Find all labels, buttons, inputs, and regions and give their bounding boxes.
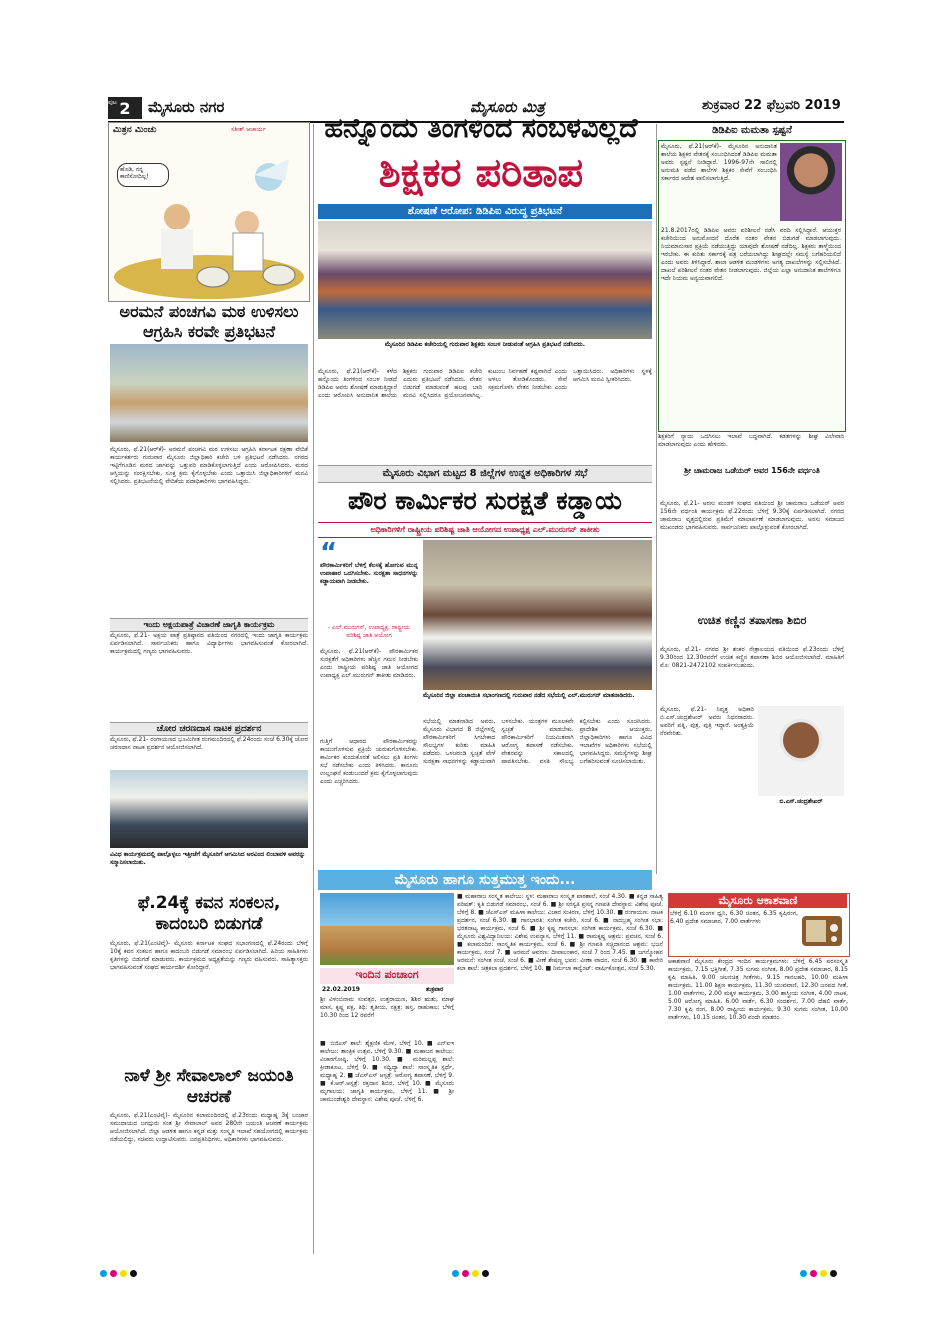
today-banner: ಮೈಸೂರು ಹಾಗೂ ಸುತ್ತಮುತ್ತ ಇಂದು... [318,870,652,890]
sidebar-body: ಮೈಸೂರು, ಫೆ.21(ಆರ್‌ಕೆ)- ಮೈಸೂರಿನ ಅನುದಾನಿತ ಶಾಲೆಯ ಶಿಕ್ಷಕರ ವೇತನಕ್ಕೆ ಸಂಬಂಧಿಸಿದಂತೆ ಡಿಡಿಪಿಐ ಮಮತಾ ಅವರು ಸ್ಪಷ್ಟನೆ ನೀಡಿದ್ದಾರೆ. 1996-97ನೇ ಸಾಲಿನಲ್ಲಿ ಅನುಮತಿ ಪಡೆದ ಶಾಲೆಗಳ ಶಿಕ್ಷಕರ ಸೇವೆಗೆ ಸಂಬಂಧಿಸಿ ಸರ್ಕಾರದ ಆದೇಶ ಪಾಲಿಸಲಾಗುತ್ತಿದೆ. [661,143,777,182]
sidebar-title: ಡಿಡಿಪಿಐ ಮಮತಾ ಸ್ಪಷ್ಟನೆ [660,124,844,138]
story-body: ಮೈಸೂರು, ಫೆ.21- ರಂಗಾಯಣದ ಭೂಮಿಗೀತ ರಂಗಮಂದಿರದಲ್ಲಿ ಫೆ.24ರಂದು ಸಂಜೆ 6.30ಕ್ಕೆ ಚೋರ ಚರಣದಾಸ ನಾಟಕ ಪ್ರದರ್ಶನ ಆಯೋಜಿಸಲಾಗಿದೆ. [110,736,308,751]
events-list: ■ ಬಿಜಿಎಸ್ ಶಾಲೆ: ಶೈಕ್ಷಣಿಕ ಮೇಳ, ಬೆಳಿಗ್ಗೆ 10. ■ ಎನ್‌ಐಇ ಕಾಲೇಜು: ತಾಂತ್ರಿಕ ಉತ್ಸವ, ಬೆಳಿಗ್ಗೆ 9.30. ■ ಮಹಾಜನ ಕಾಲೇಜು: ವಿಚಾರಗೋಷ್ಠಿ, ಬೆಳಿಗ್ಗೆ 10.30. ■ ಮರಿಮಲ್ಲಪ್ಪ ಶಾಲೆ: ಕ್ರೀಡಾಕೂಟ, ಬೆಳಿಗ್ಗೆ 9. ■ ಸದ್ವಿದ್ಯಾ ಶಾಲೆ: ಸಾಂಸ್ಕೃತಿಕ ಸ್ಪರ್ಧೆ, ಮಧ್ಯಾಹ್ನ 2. ■ ಜೆಎಸ್‌ಎಸ್ ಆಸ್ಪತ್ರೆ: ಆರೋಗ್ಯ ತಪಾಸಣೆ, ಬೆಳಿಗ್ಗೆ 9. ■ ಕೆ.ಆರ್.ಆಸ್ಪತ್ರೆ: ರಕ್ತದಾನ ಶಿಬಿರ, ಬೆಳಿಗ್ಗೆ 10. ■ ಮೈಸೂರು ಮೃಗಾಲಯ: ಜಾಗೃತಿ ಕಾರ್ಯಕ್ರಮ, ಬೆಳಿಗ್ಗೆ 11. ■ ಶ್ರೀ ಚಾಮುಂಡೇಶ್ವರಿ ದೇವಸ್ಥಾನ: ವಿಶೇಷ ಪೂಜೆ, ಬೆಳಿಗ್ಗೆ 6. [320,1040,454,1103]
lead-headline: ಶಿಕ್ಷಕರ ಪರಿತಾಪ [378,150,584,196]
masthead: ಮೈಸೂರು ಮಿತ್ರ [470,98,545,116]
radio-schedule: ಆಕಾಶವಾಣಿ ಮೈಸೂರು ಕೇಂದ್ರದ ಇಂದಿನ ಕಾರ್ಯಕ್ರಮಗಳು: ಬೆಳಿಗ್ಗೆ 6.45 ಪರಸಂಸ್ಕೃತಿ ಕಾರ್ಯಕ್ರಮ, 7.15 ಭಕ್ತಿಗೀತೆ, 7.35 ಸುಗಮ ಸಂಗೀತ, 8.00 ಪ್ರದೇಶ ಸಮಾಚಾರ, 8.15 ಕೃಷಿ ಮಾಹಿತಿ, 9.00 ಚಲನಚಿತ್ರ ಗೀತೆಗಳು, 9.15 ಗಾನಲಹರಿ, 10.00 ಮಹಿಳಾ ಕಾರ್ಯಕ್ರಮ, 11.00 ಶಿಕ್ಷಣ ಕಾರ್ಯಕ್ರಮ, 11.30 ಯುವವಾಣಿ, 12.30 ಜನಪದ ಗೀತೆ, 1.00 ವಾರ್ತೆಗಳು, 2.00 ಮಕ್ಕಳ ಕಾರ್ಯಕ್ರಮ, 3.00 ಶಾಸ್ತ್ರೀಯ ಸಂಗೀತ, 4.00 ನಾಟಕ, 5.00 ಆರೋಗ್ಯ ಮಾಹಿತಿ, 6.00 ವಾರ್ತೆ, 6.30 ಸಂದರ್ಶನ, 7.00 ದೆಹಲಿ ವಾರ್ತೆ, 7.30 ಕೃಷಿ ರಂಗ, 8.00 ರಾಷ್ಟ್ರೀಯ ಕಾರ್ಯಕ್ರಮ, 9.30 ಸುಗಮ ಸಂಗೀತ, 10.00 ವಾರ್ತೆಗಳು, 10.15 ಚಿಂತನ, 10.30 ವಂದೇ ಮಾತರಂ. [668,958,848,1021]
cartoon-title: ಮಿತ್ರನ ಮಿಂಚು [113,125,157,135]
story-body: ಮೈಸೂರು, ಫೆ.21- ಅಕ್ಷಯ ಪಾತ್ರೆ ಪ್ರತಿಷ್ಠಾನದ ವತಿಯಿಂದ ನಗರದಲ್ಲಿ ಇಂದು ಜಾಗೃತಿ ಕಾರ್ಯಕ್ರಮ ಏರ್ಪಡಿಸಲಾಗಿದೆ. ಸಾರ್ವಜನಿಕರು ಹಾಗೂ ವಿದ್ಯಾರ್ಥಿಗಳು ಭಾಗವಹಿಸುವಂತೆ ಕೋರಲಾಗಿದೆ. ಕಾರ್ಯಕ್ರಮದಲ್ಲಿ ಗಣ್ಯರು ಭಾಗವಹಿಸುವರು. [110,632,308,655]
story-body: ಮೈಸೂರು, ಫೆ.21(ಎಂಟಿವೈ)- ಮೈಸೂರು ಕರ್ನಾಟಕ ಸಂಘದ ಸಭಾಂಗಣದಲ್ಲಿ ಫೆ.24ರಂದು ಬೆಳಿಗ್ಗೆ 10ಕ್ಕೆ ಕವನ ಸಂಕಲನ ಹಾಗೂ ಕಾದಂಬರಿ ಬಿಡುಗಡೆ ಸಮಾರಂಭ ಏರ್ಪಡಿಸಲಾಗಿದೆ. ಹಿರಿಯ ಸಾಹಿತಿಗಳು ಕೃತಿಗಳನ್ನು ಬಿಡುಗಡೆ ಮಾಡುವರು. ಕಾರ್ಯಕ್ರಮದ ಅಧ್ಯಕ್ಷತೆಯನ್ನು ಗಣ್ಯರು ವಹಿಸುವರು. ಸಾಹಿತ್ಯಾಸಕ್ತರು ಭಾಗವಹಿಸುವಂತೆ ಸಂಘದ ಕಾರ್ಯದರ್ಶಿ ಕೋರಿದ್ದಾರೆ. [110,940,308,971]
lead-caption: ಮೈಸೂರಿನ ಡಿಡಿಪಿಐ ಕಚೇರಿಯಲ್ಲಿ ಗುರುವಾರ ಶಿಕ್ಷಕರು ಸಂಬಳ ನೀಡುವಂತೆ ಆಗ್ರಹಿಸಿ ಪ್ರತಿಭಟನೆ ನಡೆಸಿದರು. [384,341,586,348]
page-label: ಪುಟ [108,99,117,106]
lead-kicker: ಹನ್ನೊಂದು ತಿಂಗಳಿಂದ ಸಂಬಳವಿಲ್ಲದೆ [324,113,638,144]
quote-author: - ಎಲ್.ಮುರುಗನ್, ಉಪಾಧ್ಯಕ್ಷ, ರಾಷ್ಟ್ರೀಯ ಪರಿಶಿಷ್ಟ ಜಾತಿ ಆಯೋಗ [327,624,411,639]
story-body: ಮೈಸೂರು, ಫೆ.21(ಎಂಟಿವೈ)- ಮೈಸೂರಿನ ಕಲಾಮಂದಿರದಲ್ಲಿ ಫೆ.23ರಂದು ಮಧ್ಯಾಹ್ನ 3ಕ್ಕೆ ಬಂಜಾರ ಸಮುದಾಯದ ಜಗದ್ಗುರು ಸಂತ ಶ್ರೀ ಸೇವಾಲಾಲ್ ಅವರ 280ನೇ ಜಯಂತಿ ಆಚರಣೆ ಕಾರ್ಯಕ್ರಮ ಆಯೋಜಿಸಲಾಗಿದೆ. ಜಿಲ್ಲಾ ಆಡಳಿತ ಹಾಗೂ ಕನ್ನಡ ಮತ್ತು ಸಂಸ್ಕೃತಿ ಇಲಾಖೆ ಸಹಯೋಗದಲ್ಲಿ ಕಾರ್ಯಕ್ರಮ ನಡೆಯಲಿದ್ದು, ಸಚಿವರು ಉದ್ಘಾಟಿಸುವರು. ಜನಪ್ರತಿನಿಧಿಗಳು, ಅಧಿಕಾರಿಗಳು ಭಾಗವಹಿಸುವರು. [110,1112,308,1143]
cartoon-artist: ಸತೀಶ್ ಆಚಾರ್ಯ [231,126,266,133]
column-rule [656,124,657,874]
second-strap: ಅಧಿಕಾರಿಗಳಿಗೆ ರಾಷ್ಟ್ರೀಯ ಪರಿಶಿಷ್ಟ ಜಾತಿ ಆಯೋಗದ ಉಪಾಧ್ಯಕ್ಷ ಎಲ್.ಮುರುಗನ್ ತಾಕೀತು [318,522,652,538]
cartoon [108,122,310,302]
second-body: ಸಭೆಯಲ್ಲಿ ಮಾತನಾಡಿದ ಅವರು, ಮೈಸೂರು ವಿಭಾಗದ 8 ಜಿಲ್ಲೆಗಳಲ್ಲಿ ಪೌರಕಾರ್ಮಿಕರಿಗೆ ಸಿಗಬೇಕಾದ ಸೌಲಭ್ಯಗಳ ಕುರಿತು ಮಾಹಿತಿ ಪಡೆದರು. ಒಳಚರಂಡಿ ಸ್ವಚ್ಛತೆ ವೇಳೆ ಸುರಕ್ಷತಾ ಸಾಧನಗಳನ್ನು ಕಡ್ಡಾಯವಾಗಿ ಬಳಸಬೇಕು. ಯಂತ್ರಗಳ ಮೂಲಕವೇ ಸ್ವಚ್ಛತೆ ಮಾಡಬೇಕು. ಪೌರಕಾರ್ಮಿಕರಿಗೆ ನಿಯಮಿತವಾಗಿ ಆರೋಗ್ಯ ತಪಾಸಣೆ ನಡೆಸಬೇಕು. ವೇತನವನ್ನು ಸಕಾಲದಲ್ಲಿ ಪಾವತಿಸಬೇಕು. ವಸತಿ ಸೌಲಭ್ಯ ಕಲ್ಪಿಸಬೇಕು ಎಂದು ಸೂಚಿಸಿದರು. ಪ್ರಾದೇಶಿಕ ಆಯುಕ್ತರು, ಜಿಲ್ಲಾಧಿಕಾರಿಗಳು ಹಾಗೂ ವಿವಿಧ ಇಲಾಖೆಗಳ ಅಧಿಕಾರಿಗಳು ಸಭೆಯಲ್ಲಿ ಭಾಗವಹಿಸಿದ್ದರು. ಸಮಸ್ಯೆಗಳನ್ನು ಶೀಘ್ರ ಬಗೆಹರಿಸುವಂತೆ ಸೂಚಿಸಲಾಯಿತು. [423,718,652,765]
felicitation-photo [110,770,308,848]
second-body: ಗುತ್ತಿಗೆ ಆಧಾರದ ಪೌರಕಾರ್ಮಿಕರನ್ನು ಕಾಯಂಗೊಳಿಸುವ ಪ್ರಕ್ರಿಯೆ ಚುರುಕುಗೊಳಿಸಬೇಕು. ಕಾರ್ಮಿಕರ ಕುಂದುಕೊರತೆ ಆಲಿಸಲು ಪ್ರತಿ ತಿಂಗಳು ಸಭೆ ನಡೆಸಬೇಕು ಎಂದು ತಿಳಿಸಿದರು. ಕಾನೂನು ಉಲ್ಲಂಘನೆ ಕಂಡುಬಂದರೆ ಕ್ರಮ ಕೈಗೊಳ್ಳಲಾಗುವುದು ಎಂದು ಎಚ್ಚರಿಸಿದರು. [320,738,418,785]
radio-schedule: ಬೆಳಿಗ್ಗೆ 6.10 ಮಂಗಳ ಧ್ವನಿ, 6.30 ಚಿಂತನ, 6.35 ಕೃಷಿರಂಗ, 6.40 ಪ್ರದೇಶ ಸಮಾಚಾರ, 7.00 ವಾರ್ತೆಗಳು [670,910,798,925]
protest-photo [110,344,308,442]
obituary-portrait [758,706,844,796]
story-headline: ನಾಳೆ ಶ್ರೀ ಸೇವಾಲಾಲ್ ಜಯಂತಿ ಆಚರಣೆ [124,1066,294,1107]
second-caption: ಮೈಸೂರಿನ ಜಿಲ್ಲಾ ಪಂಚಾಯಿತಿ ಸಭಾಂಗಣದಲ್ಲಿ ಗುರುವಾರ ನಡೆದ ಸಭೆಯಲ್ಲಿ ಎಲ್.ಮುರುಗನ್ ಮಾತನಾಡಿದರು. [423,692,635,699]
lead-body: ಮೈಸೂರು, ಫೆ.21(ಆರ್‌ಕೆ)- ಕಳೆದ ಹನ್ನೊಂದು ತಿಂಗಳಿಂದ ಸಂಬಳ ನೀಡದೆ ಡಿಡಿಪಿಐ ಅವರು ಶೋಷಣೆ ಮಾಡುತ್ತಿದ್ದಾರೆ ಎಂದು ಆರೋಪಿಸಿ ಅನುದಾನಿತ ಶಾಲೆಯ ಶಿಕ್ಷಕರು ಗುರುವಾರ ಡಿಡಿಪಿಐ ಕಚೇರಿ ಎದುರು ಪ್ರತಿಭಟನೆ ನಡೆಸಿದರು. ವೇತನ ಬಿಡುಗಡೆ ಮಾಡುವಂತೆ ಹಲವು ಬಾರಿ ಮನವಿ ಸಲ್ಲಿಸಿದರೂ ಪ್ರಯೋಜನವಾಗಿಲ್ಲ. ಕುಟುಂಬ ನಿರ್ವಹಣೆ ಕಷ್ಟವಾಗಿದೆ ಎಂದು ಅಳಲು ತೋಡಿಕೊಂಡರು. ಸೇವೆ ಸಕ್ರಮಗೊಳಿಸಿ ವೇತನ ನೀಡಬೇಕು ಎಂದು ಒತ್ತಾಯಿಸಿದರು. ಅಧಿಕಾರಿಗಳು ಸ್ಥಳಕ್ಕೆ ಆಗಮಿಸಿ ಮನವಿ ಸ್ವೀಕರಿಸಿದರು. [318,368,652,399]
camp-title: ಉಚಿತ ಕಣ್ಣಿನ ತಪಾಸಣಾ ಶಿಬಿರ [697,614,807,627]
events-list: ■ ಮಹಾರಾಜ ಸಂಸ್ಕೃತ ಕಾಲೇಜು: ಸ್ಥಳ: ಮಹಾರಾಜ ಸಂಸ್ಕೃತ ಪಾಠಶಾಲೆ, ಸಂಜೆ 4.30. ■ ಕನ್ನಡ ಸಾಹಿತ್ಯ ಪರಿಷತ್: ಕೃತಿ ಬಿಡುಗಡೆ ಸಮಾರಂಭ, ಸಂಜೆ 6. ■ ಶ್ರೀ ಸರಸ್ವತಿ ಪ್ರಸನ್ನ ಗಣಪತಿ ದೇವಸ್ಥಾನ: ವಿಶೇಷ ಪೂಜೆ, ಬೆಳಿಗ್ಗೆ 8. ■ ಜೆಎಸ್‌ಎಸ್ ಮಹಿಳಾ ಕಾಲೇಜು: ವಿಚಾರ ಸಂಕಿರಣ, ಬೆಳಿಗ್ಗೆ 10.30. ■ ರಂಗಾಯಣ: ನಾಟಕ ಪ್ರದರ್ಶನ, ಸಂಜೆ 6.30. ■ ಗಾನಭಾರತಿ: ಸಂಗೀತ ಕಚೇರಿ, ಸಂಜೆ 6. ■ ನಾದಬ್ರಹ್ಮ ಸಂಗೀತ ಸಭಾ: ಭರತನಾಟ್ಯ ಕಾರ್ಯಕ್ರಮ, ಸಂಜೆ 6. ■ ಶ್ರೀ ಕೃಷ್ಣ ಗಾನಸಭಾ: ಸಂಗೀತ ಕಾರ್ಯಕ್ರಮ, ಸಂಜೆ 6.30. ■ ಮೈಸೂರು ವಿಶ್ವವಿದ್ಯಾನಿಲಯ: ವಿಶೇಷ ಉಪನ್ಯಾಸ, ಬೆಳಿಗ್ಗೆ 11. ■ ರಾಮಕೃಷ್ಣ ಆಶ್ರಮ: ಪ್ರವಚನ, ಸಂಜೆ 6. ■ ಕಲಾಮಂದಿರ: ಸಾಂಸ್ಕೃತಿಕ ಕಾರ್ಯಕ್ರಮ, ಸಂಜೆ 6. ■ ಶ್ರೀ ಗಣಪತಿ ಸಚ್ಚಿದಾನಂದ ಆಶ್ರಮ: ಭಜನೆ ಕಾರ್ಯಕ್ರಮ, ಸಂಜೆ 7. ■ ಅರಮನೆ ಆವರಣ: ದೀಪಾಲಂಕಾರ, ಸಂಜೆ 7 ರಿಂದ 7.45. ■ ಜಗನ್ಮೋಹನ ಅರಮನೆ: ಸಂಗೀತ ಸಂಜೆ, ಸಂಜೆ 6. ■ ವೀಣೆ ಶೇಷಣ್ಣ ಭವನ: ವೀಣಾ ವಾದನ, ಸಂಜೆ 6.30. ■ ಕಾವೇರಿ ಕಲಾ ಶಾಲೆ: ಚಿತ್ರಕಲಾ ಪ್ರದರ್ಶನ, ಬೆಳಿಗ್ಗೆ 10. ■ ನಿರ್ಮಲಾ ಕಾನ್ವೆಂಟ್: ವಾರ್ಷಿಕೋತ್ಸವ, ಸಂಜೆ 5.30. [457,893,663,972]
cartoon-drawing [109,137,309,301]
second-kicker: ಮೈಸೂರು ವಿಭಾಗ ಮಟ್ಟದ 8 ಜಿಲ್ಲೆಗಳ ಉನ್ನತ ಅಧಿಕಾರಿಗಳ ಸಭೆ [318,465,652,483]
second-body: ಮೈಸೂರು, ಫೆ.21(ಆರ್‌ಕೆ)- ಪೌರಕಾರ್ಮಿಕರ ಸುರಕ್ಷತೆಗೆ ಅಧಿಕಾರಿಗಳು ಹೆಚ್ಚಿನ ಗಮನ ನೀಡಬೇಕು ಎಂದು ರಾಷ್ಟ್ರೀಯ ಪರಿಶಿಷ್ಟ ಜಾತಿ ಆಯೋಗದ ಉಪಾಧ್ಯಕ್ಷ ಎಲ್.ಮುರುಗನ್ ತಾಕೀತು ಮಾಡಿದರು. [320,648,418,679]
camp-body: ಮೈಸೂರು, ಫೆ.21- ನಗರದ ಶ್ರೀ ಶಂಕರ ನೇತ್ರಾಲಯದ ವತಿಯಿಂದ ಫೆ.23ರಂದು ಬೆಳಿಗ್ಗೆ 9.30ರಿಂದ 12.30ರವರೆಗೆ ಉಚಿತ ಕಣ್ಣಿನ ತಪಾಸಣಾ ಶಿಬಿರ ಆಯೋಜಿಸಲಾಗಿದೆ. ಮಾಹಿತಿಗೆ ಮೊ: 0821-2472102 ಸಂಪರ್ಕಿಸಬಹುದು. [660,646,844,669]
registration-marks [452,1262,492,1281]
panchanga-day: ಶುಕ್ರವಾರ [426,986,444,993]
lead-strap: ಶೋಷಣೆ ಆರೋಪ: ಡಿಡಿಪಿಐ ವಿರುದ್ಧ ಪ್ರತಿಭಟನೆ [318,204,652,219]
quote-mark-icon: “ [320,538,338,568]
radio-title: ಮೈಸೂರು ಆಕಾಶವಾಣಿ [669,894,847,908]
second-headline: ಪೌರ ಕಾರ್ಮಿಕರ ಸುರಕ್ಷತೆ ಕಡ್ಡಾಯ [348,486,622,515]
palace-photo [320,893,454,965]
registration-marks [800,1262,840,1281]
story-headline: ಫೆ.24ಕ್ಕೆ ಕವನ ಸಂಕಲನ, ಕಾದಂಬರಿ ಬಿಡುಗಡೆ [137,893,281,934]
panchanga-date: 22.02.2019 [322,986,360,993]
sidebar-body: 21.8.2017ರಲ್ಲಿ ಡಿಡಿಪಿಐ ಅವರು ಪರಿಶೀಲನೆ ನಡೆಸಿ ವರದಿ ಸಲ್ಲಿಸಿದ್ದಾರೆ. ಆಯುಕ್ತರ ಕಚೇರಿಯಿಂದ ಅನುಮೋದನೆ ದೊರೆತ ನಂತರ ವೇತನ ಬಿಡುಗಡೆ ಮಾಡಲಾಗುವುದು. ನಿಯಮಾನುಸಾರ ಪ್ರಕ್ರಿಯೆ ನಡೆಯುತ್ತಿದ್ದು ಯಾವುದೇ ಶೋಷಣೆ ನಡೆದಿಲ್ಲ. ಶಿಕ್ಷಕರು ತಾಳ್ಮೆಯಿಂದ ಇರಬೇಕು. ಈ ಕುರಿತು ಸರ್ಕಾರಕ್ಕೆ ಪತ್ರ ಬರೆಯಲಾಗಿದ್ದು ಶೀಘ್ರದಲ್ಲೇ ಸಮಸ್ಯೆ ಬಗೆಹರಿಯಲಿದೆ ಎಂದು ಅವರು ತಿಳಿಸಿದ್ದಾರೆ. ಶಾಲಾ ಆಡಳಿತ ಮಂಡಳಿಗಳು ಅಗತ್ಯ ದಾಖಲೆಗಳನ್ನು ಸಲ್ಲಿಸಬೇಕಿದೆ. ದಾಖಲೆ ಪರಿಶೀಲನೆ ನಂತರ ವೇತನ ನೀಡಲಾಗುವುದು. ಜಿಲ್ಲೆಯ ಎಲ್ಲಾ ಅನುದಾನಿತ ಶಾಲೆಗಳಿಗೂ ಇದೇ ನಿಯಮ ಅನ್ವಯವಾಗಲಿದೆ. [661,227,841,282]
story-headline: ಇಂದು ಅಕ್ಷಯಪಾತ್ರೆ ವಿಚಾರಣೆ ಜಾಗೃತಿ ಕಾರ್ಯಕ್ರಮ [110,618,308,632]
pull-quote: ಪೌರಕಾರ್ಮಿಕರಿಗೆ ಬೆಳಿಗ್ಗೆ ಕೆಲಸಕ್ಕೆ ಹೋಗುವ ಮುನ್ನ ಉಪಾಹಾರ ಒದಗಿಸಬೇಕು. ಸುರಕ್ಷತಾ ಸಾಧನಗಳನ್ನು ಕಡ್ಡಾಯವಾಗಿ ನೀಡಬೇಕು. [320,562,418,585]
obit-body: ಮೈಸೂರು, ಫೆ.21- ನಿವೃತ್ತ ಅಧಿಕಾರಿ ಬಿ.ಎಸ್.ಚಂದ್ರಶೇಖರ್ ಅವರು ನಿಧನರಾದರು. ಅವರಿಗೆ ಪತ್ನಿ, ಪುತ್ರ, ಪುತ್ರಿ ಇದ್ದಾರೆ. ಅಂತ್ಯಕ್ರಿಯೆ ನೆರವೇರಿತು. [660,706,754,737]
section-title: ಮೈಸೂರು ನಗರ [148,98,225,116]
story-body: ಮೈಸೂರು, ಫೆ.21(ಆರ್‌ಕೆ)- ಅರಮನೆ ಪಂಚಗವಿ ಮಠ ಉಳಿಸಲು ಆಗ್ರಹಿಸಿ ಕರ್ನಾಟಕ ರಕ್ಷಣಾ ವೇದಿಕೆ ಕಾರ್ಯಕರ್ತರು ಗುರುವಾರ ಮೈಸೂರು ಜಿಲ್ಲಾಧಿಕಾರಿ ಕಚೇರಿ ಬಳಿ ಪ್ರತಿಭಟನೆ ನಡೆಸಿದರು. ನಗರದ ಇಟ್ಟಿಗೆಗೂಡಿನ ಮಠದ ಜಾಗವನ್ನು ಒತ್ತುವರಿ ಮಾಡಿಕೊಳ್ಳಲಾಗುತ್ತಿದೆ ಎಂದು ಆರೋಪಿಸಿದರು. ಮಠದ ಆಸ್ತಿಯನ್ನು ಸಂರಕ್ಷಿಸಬೇಕು, ಸೂಕ್ತ ಕ್ರಮ ಕೈಗೊಳ್ಳಬೇಕು ಎಂದು ಒತ್ತಾಯಿಸಿ ಜಿಲ್ಲಾಧಿಕಾರಿಗಳಿಗೆ ಮನವಿ ಸಲ್ಲಿಸಿದರು. ಪ್ರತಿಭಟನೆಯಲ್ಲಿ ವೇದಿಕೆಯ ಪದಾಧಿಕಾರಿಗಳು ಭಾಗವಹಿಸಿದ್ದರು. [110,446,308,485]
page-number: 2 [108,97,142,119]
issue-date: ಶುಕ್ರವಾರ 22 ಫೆಬ್ರವರಿ 2019 [702,98,841,113]
panchanga-body: ಶ್ರೀ ವಿಳಂಬಿನಾಮ ಸಂವತ್ಸರ, ಉತ್ತರಾಯಣ, ಶಿಶಿರ ಋತು, ಮಾಘ ಮಾಸ, ಕೃಷ್ಣ ಪಕ್ಷ, ತಿಥಿ: ತೃತೀಯ, ನಕ್ಷತ್ರ: ಹಸ್ತ, ರಾಹುಕಾಲ: ಬೆಳಿಗ್ಗೆ 10.30 ರಿಂದ 12 ರವರೆಗೆ [320,996,454,1019]
ddpi-portrait [780,143,842,221]
lead-photo [318,221,652,339]
story-headline: ಚೋರ ಚರಣದಾಸ ನಾಟಕ ಪ್ರದರ್ಶನ [110,722,308,736]
photo-caption: ವಿವಿಧ ಕಾರ್ಯಕ್ರಮದಲ್ಲಿ ಪಾಲ್ಗೊಳ್ಳಲು ಇತ್ತೀಚೆಗೆ ಮೈಸೂರಿಗೆ ಆಗಮಿಸಿದ ಅರವಿಂದ ಲಿಂಬಾವಳಿ ಅವರನ್ನು ಸನ್ಮಾನಿಸಲಾಯಿತು. [110,851,306,866]
speech-bubble: ಹೊಡಿ, ನನ್ನ ಕಾಣಿಸೋದಿಲ್ಲ! [117,163,169,187]
radio-icon [800,910,844,950]
column-rule [313,124,314,1254]
wadiyar-title: ಶ್ರೀ ಚಾಮರಾಜ ಒಡೆಯರ್ ಅವರ 156ನೇ ವರ್ಧಂತಿ [684,466,820,475]
registration-marks [100,1262,140,1281]
sidebar-body: ಶಿಕ್ಷಕರಿಗೆ ನ್ಯಾಯ ಒದಗಿಸಲು ಇಲಾಖೆ ಬದ್ಧವಾಗಿದೆ. ಕಡತಗಳನ್ನು ಶೀಘ್ರ ವಿಲೇವಾರಿ ಮಾಡಲಾಗುವುದು ಎಂದು ಹೇಳಿದರು. [658,433,844,448]
panchanga-title: ಇಂದಿನ ಪಂಚಾಂಗ [320,968,454,984]
meeting-photo [423,540,652,690]
wadiyar-body: ಮೈಸೂರು, ಫೆ.21- ಅರಸು ಮಂಡಳಿ ಸಂಘದ ವತಿಯಿಂದ ಶ್ರೀ ಚಾಮರಾಜ ಒಡೆಯರ್ ಅವರ 156ನೇ ವರ್ಧಂತಿ ಕಾರ್ಯಕ್ರಮ ಫೆ.22ರಂದು ಬೆಳಿಗ್ಗೆ 9.30ಕ್ಕೆ ಏರ್ಪಡಿಸಲಾಗಿದೆ. ನಗರದ ಚಾಮರಾಜ ವೃತ್ತದಲ್ಲಿರುವ ಪ್ರತಿಮೆಗೆ ಮಾಲಾರ್ಪಣೆ ಮಾಡಲಾಗುವುದು. ಅರಸು ಸಮಾಜದ ಮುಖಂಡರು ಭಾಗವಹಿಸುವರು. ಸಾರ್ವಜನಿಕರು ಪಾಲ್ಗೊಳ್ಳುವಂತೆ ಕೋರಲಾಗಿದೆ. [660,500,844,531]
obituary-caption: ಬಿ.ಎಸ್.ಚಂದ್ರಶೇಖರ್ [779,798,823,805]
story-headline: ಅರಮನೆ ಪಂಚಗವಿ ಮಠ ಉಳಿಸಲು ಆಗ್ರಹಿಸಿ ಕರವೇ ಪ್ರತಿಭಟನೆ [119,302,299,341]
